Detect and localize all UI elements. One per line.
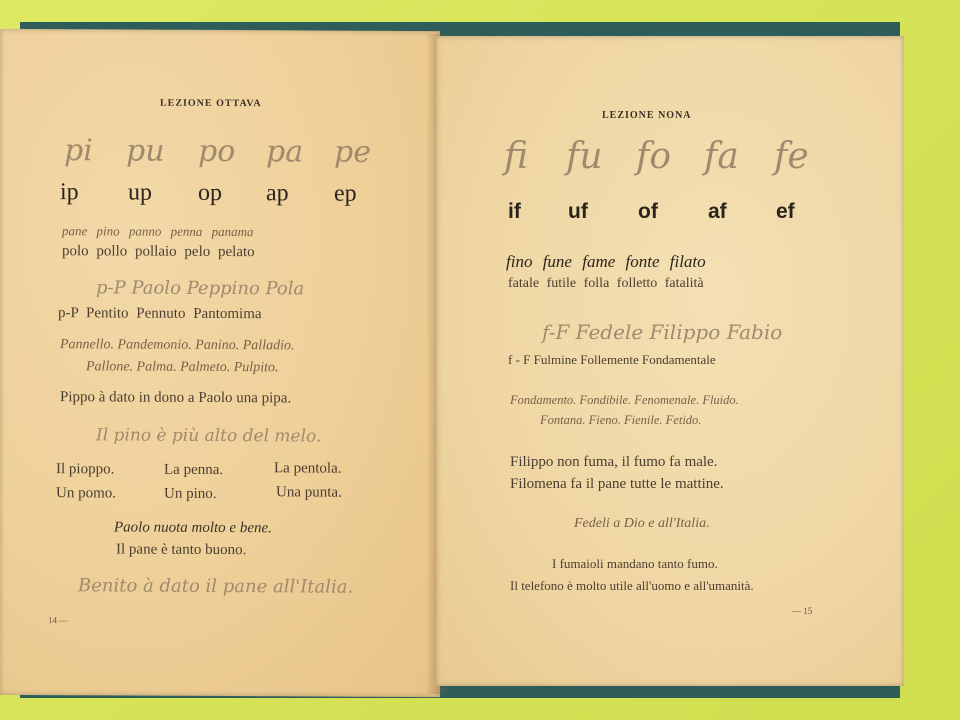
script-sentence: Benito à dato il pane all'Italia. [78, 575, 354, 598]
sentence: Il pane è tanto buono. [116, 541, 247, 559]
sentence: Filippo non fuma, il fumo fa male. [510, 454, 718, 470]
names-row: f - F Fulmine Follemente Fondamentale [508, 352, 716, 367]
grid-cell: Un pomo. [56, 485, 116, 502]
sentence: Il telefono è molto utile all'uomo e all'umanità. [510, 578, 754, 593]
sentence: I fumaioli mandano tanto fumo. [552, 556, 718, 571]
script-syllable: fa [704, 136, 739, 177]
script-syllable: fe [774, 136, 809, 177]
italic-line: Fondamento. Fondibile. Fenomenale. Fluido. [510, 393, 739, 407]
left-page [0, 29, 440, 697]
bold-syllable: ip [60, 179, 79, 206]
script-names: p-P Paolo Peppino Pola [96, 277, 305, 300]
script-syllable: pi [64, 133, 93, 169]
bold-syllable: uf [568, 200, 588, 223]
grid-cell: Un pino. [164, 485, 217, 502]
script-syllable: pe [334, 134, 371, 170]
right-page [436, 36, 904, 686]
bold-syllable: if [508, 200, 521, 223]
page-number: — 15 [792, 606, 813, 616]
script-names: f-F Fedele Filippo Fabio [542, 320, 783, 344]
word-row: polo pollo pollaio pelo pelato [62, 243, 255, 261]
lesson-header: LEZIONE OTTAVA [160, 97, 262, 110]
italic-word-row: fino fune fame fonte filato [506, 252, 706, 271]
names-row: p-P Pentito Pennuto Pantomima [58, 305, 262, 323]
script-syllable: fu [566, 136, 603, 177]
script-syllable: fo [636, 136, 671, 177]
italic-line: Fontana. Fieno. Fienile. Fetido. [540, 413, 702, 427]
bold-syllable: up [128, 179, 152, 206]
script-syllable: po [198, 133, 236, 170]
script-syllable: pu [126, 133, 165, 169]
script-sentence: Il pino è più alto del melo. [96, 425, 322, 447]
italic-word-row: pane pino panno penna panama [62, 223, 254, 240]
grid-cell: Il pioppo. [56, 461, 115, 478]
script-syllable: pa [266, 134, 304, 170]
grid-cell: La penna. [164, 461, 224, 479]
sentence: Pippo à dato in dono a Paolo una pipa. [60, 389, 292, 407]
bold-syllable: ap [266, 180, 289, 207]
script-syllable: fi [504, 136, 529, 177]
sentence: Filomena fa il pane tutte le mattine. [510, 476, 724, 492]
bold-syllable: ef [776, 200, 795, 223]
italic-line: Pannello. Pandemonio. Panino. Palladio. [60, 337, 295, 354]
grid-cell: La pentola. [274, 460, 342, 477]
bold-syllable: op [198, 179, 222, 207]
grid-cell: Una punta. [276, 484, 342, 501]
bold-syllable: of [638, 200, 658, 223]
bold-syllable: af [708, 200, 727, 223]
word-row: fatale futile folla folletto fatalità [508, 276, 704, 291]
bold-syllable: ep [334, 180, 357, 207]
lesson-header: LEZIONE NONA [602, 110, 692, 121]
italic-sentence: Fedeli a Dio e all'Italia. [574, 516, 710, 531]
page-number: 14 — [48, 615, 69, 626]
italic-sentence: Paolo nuota molto e bene. [114, 519, 272, 537]
italic-line: Pallone. Palma. Palmeto. Pulpito. [86, 359, 279, 376]
